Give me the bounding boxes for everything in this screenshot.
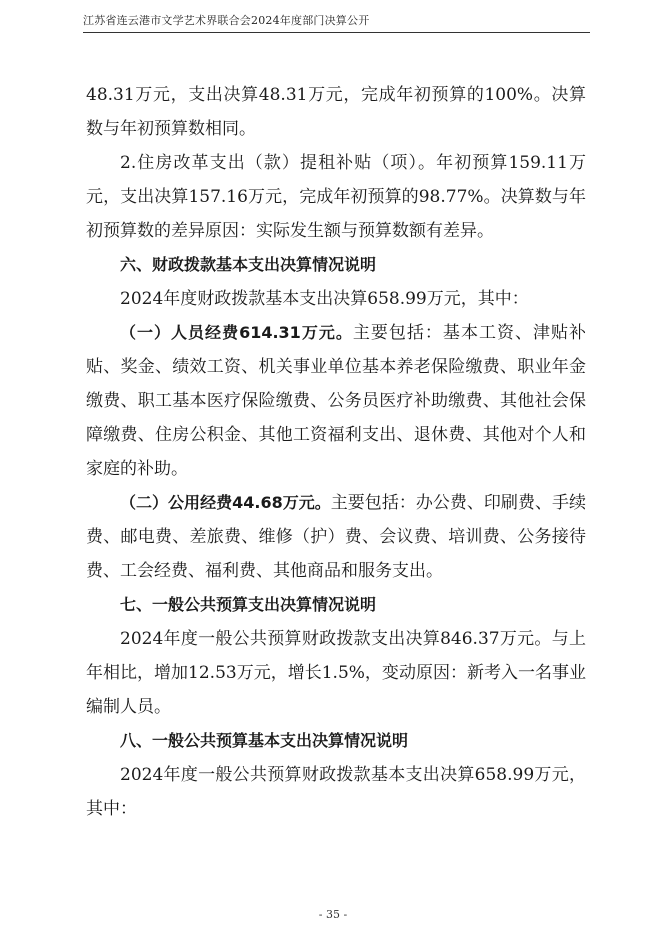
page-number: - 35 - xyxy=(318,908,348,921)
paragraph-personnel xyxy=(86,316,586,486)
personnel-detail: 主要包括：基本工资、津贴补贴、奖金、绩效工资、机关事业单位基本养老保险缴费、职业年金缴费、职工基本医疗保险缴费、公务员医疗补助缴费、其他社会保障缴费、住房公积金、其他工资福利支出、退休费、其他对个人和家庭的补助。 xyxy=(86,323,587,479)
paragraph-general-budget: 2024年度一般公共预算财政拨款支出决算846.37万元。与上年相比，增加12.53万元，增长1.5%，变动原因：新考入一名事业编制人员。 xyxy=(86,629,586,717)
paragraph-general-basic: 2024年度一般公共预算财政拨款基本支出决算658.99万元，其中： xyxy=(86,765,586,819)
paragraph-public-funds xyxy=(86,486,586,588)
paragraph-continuation: 48.31万元，支出决算48.31万元，完成年初预算的100%。决算数与年初预算数相同。 xyxy=(86,85,586,139)
document-body xyxy=(86,78,586,826)
public-funds-detail: 主要包括：办公费、印刷费、手续费、邮电费、差旅费、维修（护）费、会议费、培训费、公务接待费、工会经费、福利费、其他商品和服务支出。 xyxy=(86,493,586,581)
running-header: 江苏省连云港市文学艺术界联合会2024年度部门决算公开 xyxy=(83,14,370,27)
section-heading-8: 八、一般公共预算基本支出决算情况说明 xyxy=(120,731,409,750)
header-rule xyxy=(83,32,590,33)
paragraph-housing-reform: 2.住房改革支出（款）提租补贴（项）。年初预算159.11万元，支出决算157.16万元，完成年初预算的98.77%。决算数与年初预算数的差异原因：实际发生额与预算数额有差异。 xyxy=(86,153,586,241)
personnel-lead: （一）人员经费614.31万元。 xyxy=(120,323,353,342)
public-funds-lead: （二）公用经费44.68万元。 xyxy=(120,493,331,512)
section-heading-6: 六、财政拨款基本支出决算情况说明 xyxy=(120,255,377,274)
paragraph-basic-expenditure: 2024年度财政拨款基本支出决算658.99万元，其中： xyxy=(120,289,529,309)
section-heading-7: 七、一般公共预算支出决算情况说明 xyxy=(120,595,377,614)
